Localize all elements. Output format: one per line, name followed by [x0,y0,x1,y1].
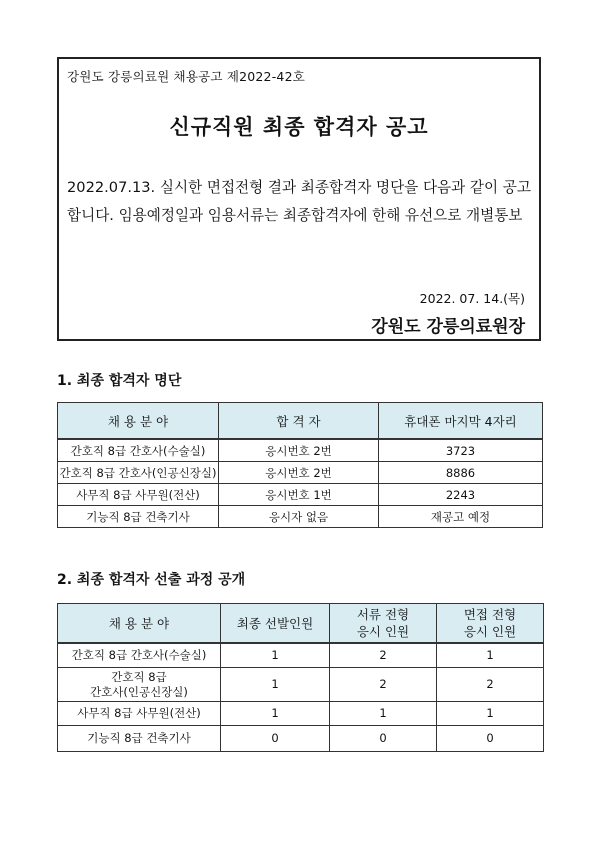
column-header-passer: 합 격 자 [219,403,379,440]
cell-phone-last4: 8886 [379,462,543,484]
cell-field: 사무직 8급 사무원(전산) [58,484,219,506]
cell-field: 간호직 8급 간호사(인공신장실) [58,668,221,702]
cell-interview-applicants: 0 [437,726,544,752]
cell-final-selected: 0 [221,726,330,752]
cell-field: 기능직 8급 건축기사 [58,506,219,528]
section-title-selection-process: 2. 최종 합격자 선출 과정 공개 [57,572,246,588]
table-row [58,506,543,528]
notice-title: 신규직원 최종 합격자 공고 [169,115,429,139]
column-header-field: 채 용 분 야 [58,403,219,440]
cell-document-applicants: 2 [330,668,437,702]
cell-document-applicants: 1 [330,702,437,726]
table-row [58,462,543,484]
cell-passer: 응시번호 2번 [219,439,379,462]
cell-final-selected: 1 [221,702,330,726]
selection-process-table [57,603,544,752]
table-row [58,643,544,668]
notice-body: 2022.07.13. 실시한 면접전형 결과 최종합격자 명단을 다음과 같이 공고합니다. 임용예정일과 임용서류는 최종합격자에 한해 유선으로 개별통보 [67,179,531,224]
cell-passer: 응시번호 1번 [219,484,379,506]
cell-passer: 응시자 없음 [219,506,379,528]
cell-phone-last4: 3723 [379,439,543,462]
cell-field: 사무직 8급 사무원(전산) [58,702,221,726]
table-header-row [58,604,544,644]
cell-document-applicants: 0 [330,726,437,752]
cell-field: 기능직 8급 건축기사 [58,726,221,752]
table-row [58,726,544,752]
column-header-document-screening: 서류 전형 응시 인원 [330,604,437,644]
cell-field: 간호직 8급 간호사(수술실) [58,643,221,668]
cell-final-selected: 1 [221,668,330,702]
cell-field: 간호직 8급 간호사(수술실) [58,439,219,462]
cell-final-selected: 1 [221,643,330,668]
table-header-row [58,403,543,440]
table-row [58,484,543,506]
column-header-phone-last4: 휴대폰 마지막 4자리 [379,403,543,440]
table-row [58,668,544,702]
announcement-number: 강원도 강릉의료원 채용공고 제2022-42호 [67,69,305,84]
cell-phone-last4: 재공고 예정 [379,506,543,528]
cell-passer: 응시번호 2번 [219,462,379,484]
table-row [58,702,544,726]
cell-interview-applicants: 1 [437,643,544,668]
cell-interview-applicants: 1 [437,702,544,726]
notice-box [57,57,541,341]
column-header-interview-screening: 면접 전형 응시 인원 [437,604,544,644]
cell-phone-last4: 2243 [379,484,543,506]
section-title-final-list: 1. 최종 합격자 명단 [57,373,182,389]
column-header-field: 채 용 분 야 [58,604,221,644]
table-row [58,439,543,462]
cell-field: 간호직 8급 간호사(인공신장실) [58,462,219,484]
notice-signer: 강원도 강릉의료원장 [371,317,525,337]
final-passers-table [57,402,543,528]
column-header-final-selected: 최종 선발인원 [221,604,330,644]
cell-interview-applicants: 2 [437,668,544,702]
notice-date: 2022. 07. 14.(목) [419,291,525,306]
cell-document-applicants: 2 [330,643,437,668]
